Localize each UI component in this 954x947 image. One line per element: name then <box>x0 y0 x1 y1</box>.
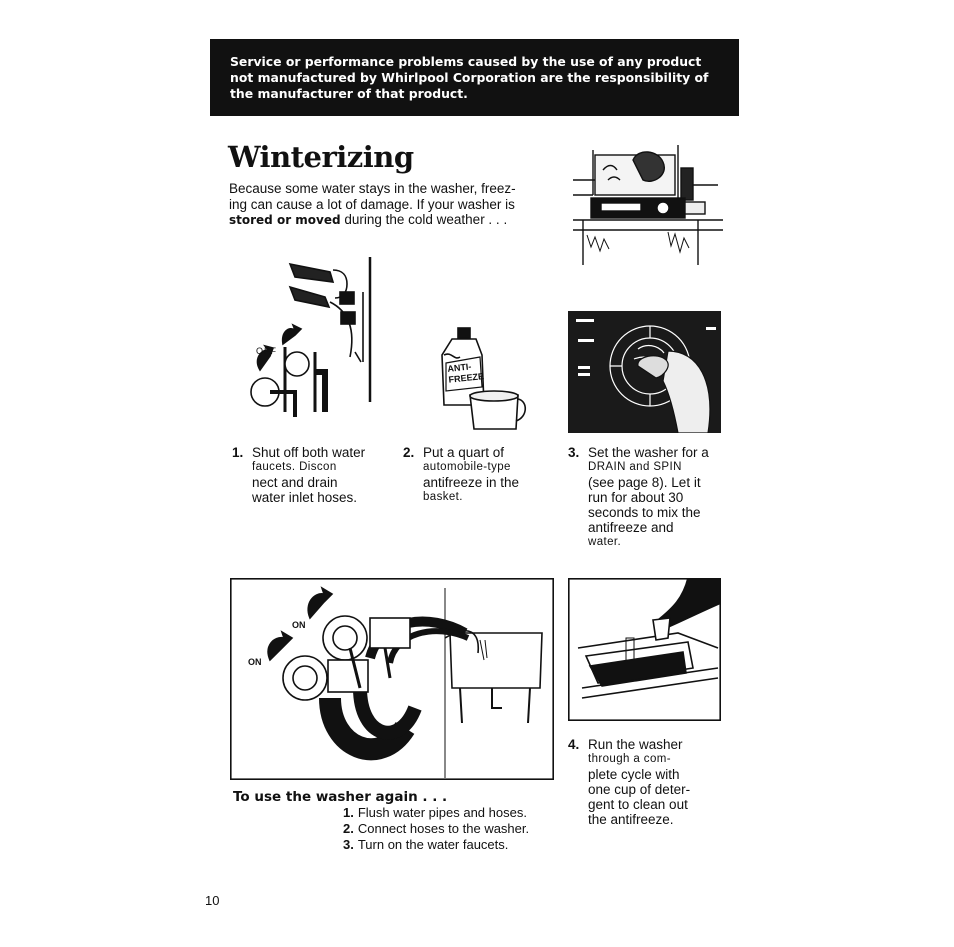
use-again-item-2 <box>343 821 529 837</box>
step-3-line-3: (see page 8). Let it <box>588 475 701 490</box>
intro-paragraph <box>229 181 516 229</box>
intro-bold-phrase: stored or moved <box>229 213 341 227</box>
use-again-heading: To use the washer again . . . <box>233 789 448 805</box>
step-1-line-4: water inlet hoses. <box>252 490 358 505</box>
step-3-line-2: DRAIN and SPIN <box>588 461 682 473</box>
banner-line-2: not manufactured by Whirlpool Corporation are the responsibility of <box>230 70 709 85</box>
step-3-line-6: antifreeze and <box>588 520 674 535</box>
use-again-item-2-number: 2. <box>343 821 354 836</box>
step-2-line-2: automobile-type <box>423 461 511 473</box>
step-2-line-4: basket. <box>423 491 463 503</box>
step-3-line-7: water. <box>588 536 622 548</box>
warning-banner <box>210 39 739 116</box>
step-4-line-3: plete cycle with <box>588 767 680 782</box>
step-1-line-3: nect and drain <box>252 475 338 490</box>
page-number: 10 <box>205 893 220 908</box>
step-1-number: 1. <box>232 445 244 460</box>
antifreeze-label <box>447 360 485 386</box>
step-3-line-4: run for about 30 <box>588 490 684 505</box>
banner-line-1: Service or performance problems caused by the use of any product <box>230 54 702 69</box>
antifreeze-label-line-1: ANTI- <box>446 361 472 374</box>
intro-line-1: Because some water stays in the washer, freez- <box>229 181 516 196</box>
step-2-line-3: antifreeze in the <box>423 475 520 490</box>
step-3-line-1: Set the washer for a <box>588 445 709 460</box>
use-again-item-3 <box>343 837 529 853</box>
frozen-washer-illustration <box>573 140 723 270</box>
use-again-list <box>343 805 529 853</box>
step-1-line-1: Shut off both water <box>252 445 366 460</box>
banner-line-3: the manufacturer of that product. <box>230 86 468 101</box>
step-4-line-6: the antifreeze. <box>588 812 674 827</box>
use-again-item-1-text: Flush water pipes and hoses. <box>357 805 527 820</box>
use-again-item-1-number: 1. <box>343 805 354 820</box>
intro-line-3 <box>229 212 516 229</box>
on-label-lower: ON <box>248 657 262 667</box>
use-again-item-1 <box>343 805 529 821</box>
step-2-number: 2. <box>403 445 415 460</box>
step-3-line-5: seconds to mix the <box>588 505 701 520</box>
page-title: Winterizing <box>228 140 414 174</box>
step-1-line-2: faucets. Discon <box>252 461 337 473</box>
use-again-item-2-text: Connect hoses to the washer. <box>357 821 530 836</box>
step-4-line-5: gent to clean out <box>588 797 688 812</box>
control-dial-illustration <box>568 311 721 433</box>
detergent-illustration <box>568 578 721 721</box>
antifreeze-label-line-2: FREEZE <box>448 371 485 385</box>
step-4-line-2: through a com- <box>588 753 671 765</box>
intro-line-3-rest: during the cold weather . . . <box>340 212 508 227</box>
step-4-line-1: Run the washer <box>588 737 683 752</box>
step-3-number: 3. <box>568 445 580 460</box>
off-label: OFF <box>256 346 277 356</box>
intro-line-2: ing can cause a lot of damage. If your washer is <box>229 196 515 212</box>
on-label-upper: ON <box>292 620 306 630</box>
use-again-item-3-text: Turn on the water faucets. <box>357 837 509 852</box>
step-4-number: 4. <box>568 737 580 752</box>
step-4-line-4: one cup of deter- <box>588 782 691 797</box>
step-2-line-1: Put a quart of <box>423 445 505 460</box>
faucets-off-illustration <box>245 252 385 422</box>
use-again-item-3-number: 3. <box>343 837 354 852</box>
faucets-on-illustration <box>230 578 554 780</box>
